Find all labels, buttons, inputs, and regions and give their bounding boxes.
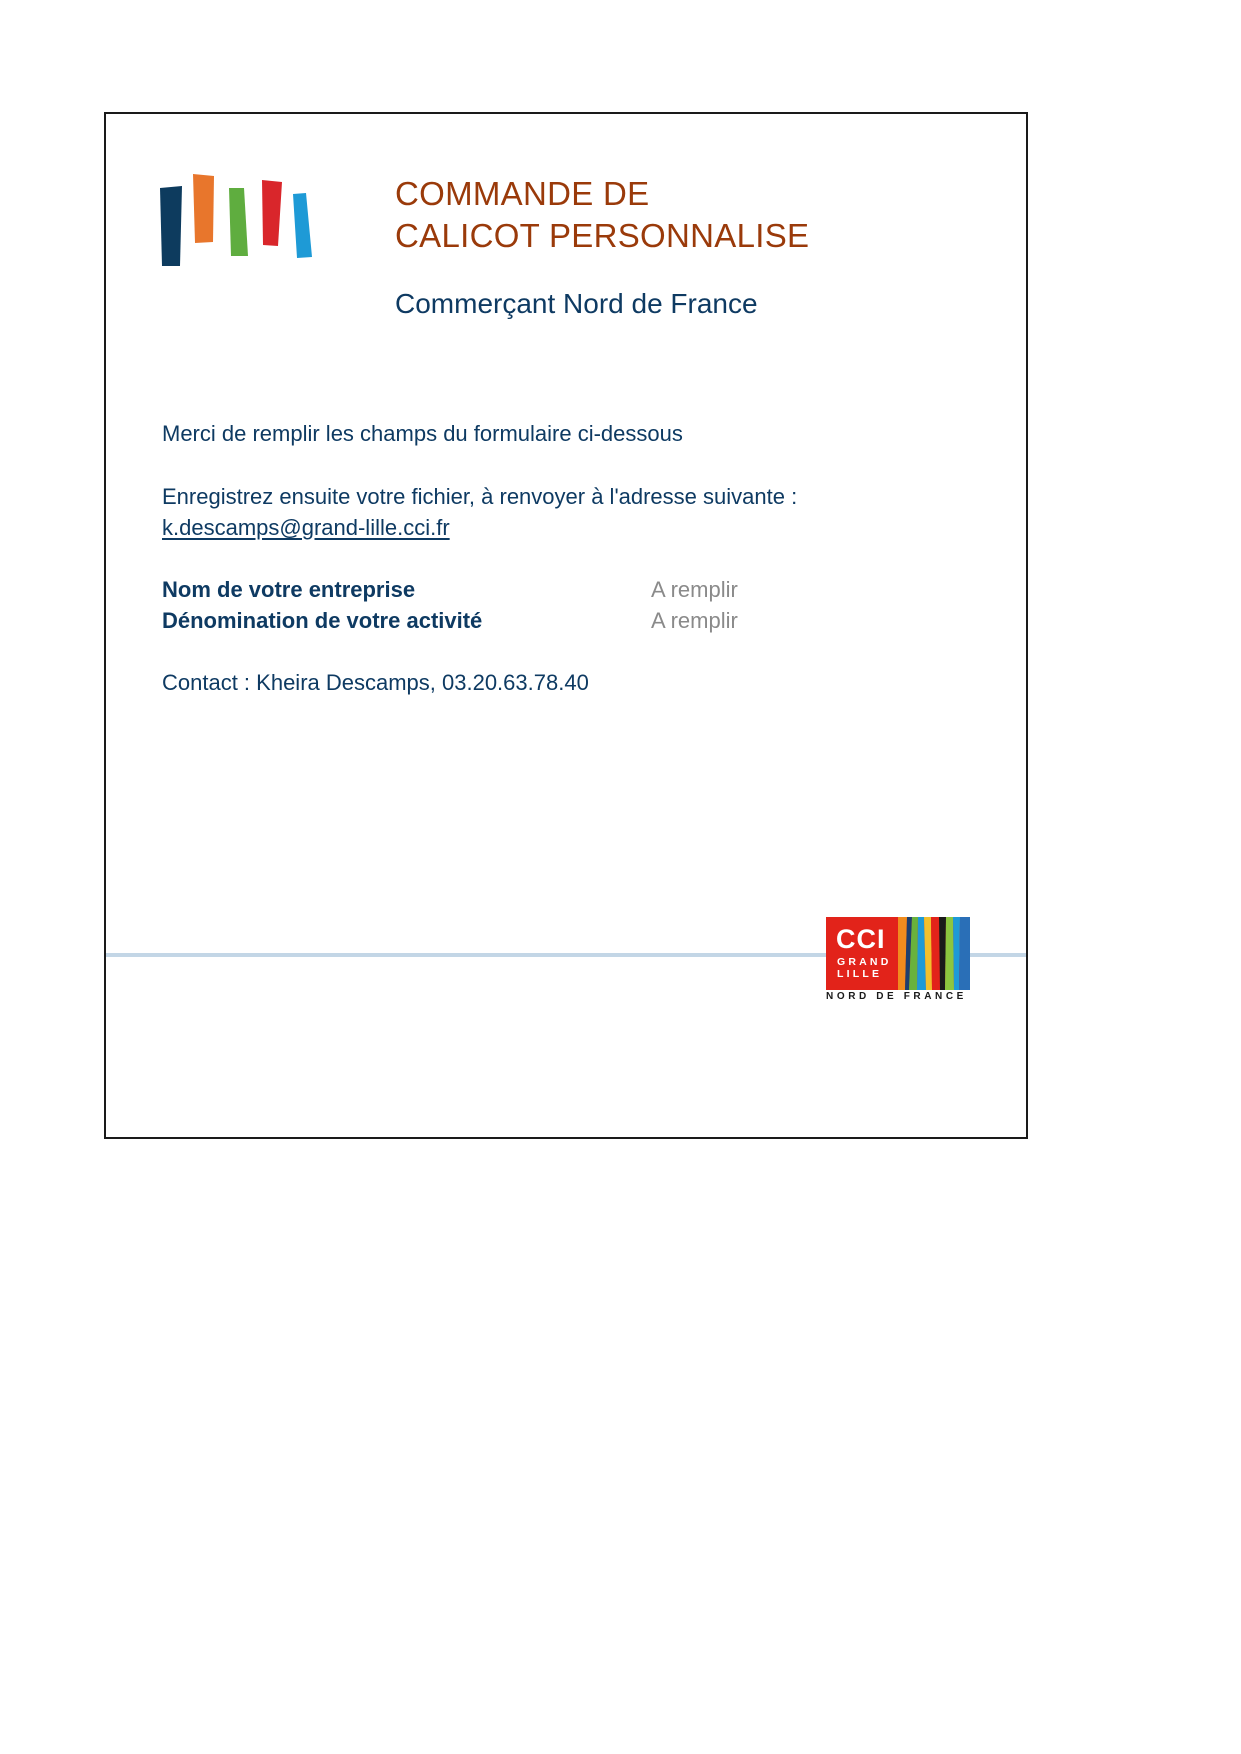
logo-bar-red [262,180,282,246]
cci-grand: GRAND [837,956,892,968]
title-line-2: CALICOT PERSONNALISE [395,217,810,254]
save-instruction [162,481,797,543]
company-name-label: Nom de votre entreprise [162,577,416,602]
cci-tagline: NORD DE FRANCE [826,991,967,1002]
page-title [395,173,809,257]
page-subtitle: Commerçant Nord de France [395,288,758,319]
cci-logo-box [826,917,970,990]
email-link[interactable]: k.descamps@grand-lille.cci.fr [162,515,450,540]
title-line-1: COMMANDE DE [395,175,650,212]
contact-info: Contact : Kheira Descamps, 03.20.63.78.40 [162,670,589,695]
activity-label: Dénomination de votre activité [162,608,483,633]
logo-bar-navy [160,186,182,266]
logo-bar-orange [193,174,214,243]
save-instruction-text: Enregistrez ensuite votre fichier, à renvoyer à l'adresse suivante : [162,484,798,509]
cci-wordmark: CCI [836,924,886,954]
activity-field[interactable]: A remplir [651,608,738,633]
cci-lille: LILLE [837,968,883,980]
cci-stripes-icon [898,917,970,990]
logo-bar-green [229,188,248,256]
form-instruction: Merci de remplir les champs du formulaire ci-dessous [162,421,683,446]
company-name-field[interactable]: A remplir [651,577,738,602]
colored-bars-logo [160,174,312,266]
logo-bar-blue [293,193,312,258]
cci-grand-lille-logo [826,917,972,1003]
